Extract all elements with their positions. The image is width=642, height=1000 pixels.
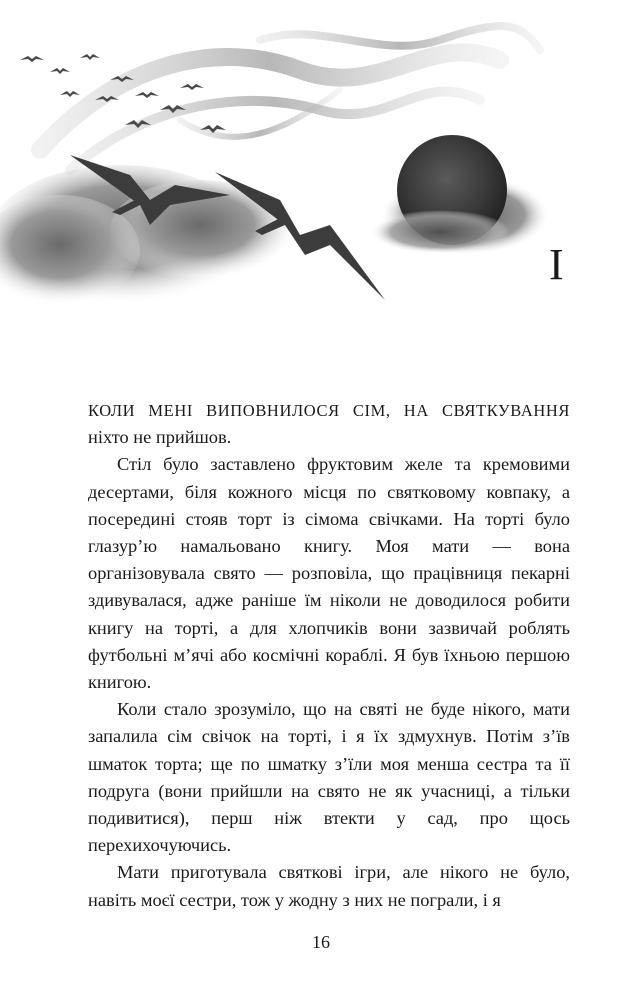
opening-smallcaps: КОЛИ МЕНІ ВИПОВНИЛОСЯ СІМ, НА СВЯТКУВАННЯ (88, 401, 570, 420)
page-number: 16 (312, 932, 330, 952)
paragraph: Коли стало зрозуміло, що на святі не буде нікого, мати запалила сім свічок на торті, і я їх здмухнув. Потім з’їв шматок торта; ще по шматку з’їли моя менша сестра та її подруга (вони прийшли на свято не як учасниці, а тільки подивитися), перш ніж втекти у сад, про щось перехихочуючись. (88, 699, 570, 856)
body-text (88, 397, 570, 914)
chapter-illustration (0, 0, 642, 345)
chapter-number: I (549, 240, 564, 289)
opening-paragraph (88, 397, 570, 451)
paragraph: Мати приготувала святкові ігри, але нікого не було, навіть моєї сестри, тож у жодну з них не пограли, і я (88, 862, 570, 910)
paragraph: Стіл було заставлено фруктовим желе та кремовими десертами, біля кожного місця по святковому ковпаку, а посередині стояв торт із сімома свічками. На торті було глазур’ю намальовано книгу. Моя мати — вона організовувала свято — розповіла, що працівниця пекарні здивувалася, адже раніше їм ніколи не доводилося робити книгу на торті, а для хлопчиків вони зазвичай роблять футбольні м’ячі або космічні кораблі. Я був їхньою першою книгою. (88, 454, 570, 693)
moon-icon (370, 135, 550, 255)
opening-rest: ніхто не прийшов. (88, 427, 232, 448)
